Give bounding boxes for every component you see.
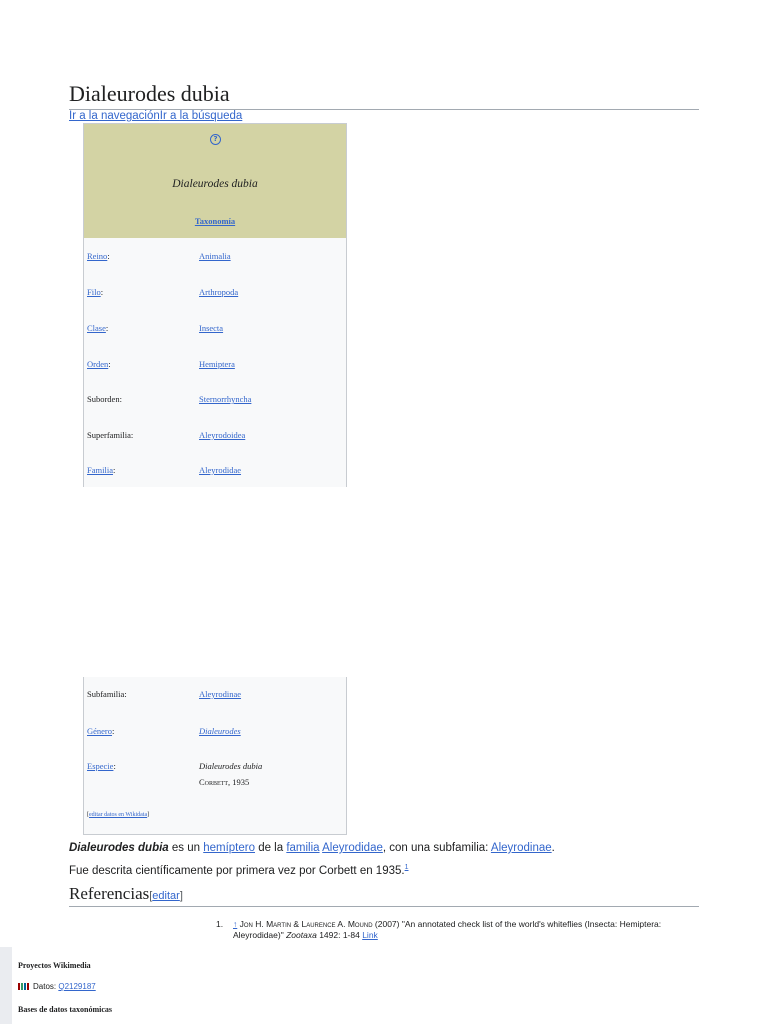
reference-1-link[interactable]: 1 bbox=[404, 864, 409, 871]
taxobox-authority bbox=[199, 777, 249, 787]
jump-to-navigation-link[interactable]: Ir a la navegación bbox=[69, 110, 160, 122]
aleyrodinae-link[interactable]: Aleyrodinae bbox=[490, 842, 552, 854]
hemiptero-link[interactable]: hemíptero bbox=[203, 842, 255, 854]
reference-link[interactable]: Link bbox=[362, 930, 378, 940]
taxobox-upper: ? Dialeurodes dubia Taxonomía Reino: Animalia Filo: Arthropoda Clase: Insecta Orden: Hemiptera Suborden: Sternorrhyncha Superfamilia: Aleyrodoidea Familia: Aleyrodidae bbox=[83, 123, 347, 487]
reference-authors: Jon H. Martin & Laurence A. Mound bbox=[239, 919, 373, 929]
taxon-aleyrodinae-link[interactable]: Aleyrodinae bbox=[199, 689, 242, 699]
authority-name: Corbett bbox=[199, 777, 229, 787]
intro-text: , con una subfamilia: bbox=[382, 842, 491, 854]
rank-subfamilia-label: Subfamilia bbox=[87, 689, 125, 699]
jump-links bbox=[69, 109, 242, 123]
references-heading bbox=[69, 884, 699, 907]
rank-especie-link[interactable]: Especie bbox=[87, 761, 114, 771]
taxobox-species-name: Dialeurodes dubia bbox=[172, 178, 258, 190]
intro-text: . bbox=[551, 842, 555, 854]
taxon-aleyrodoidea-link[interactable]: Aleyrodoidea bbox=[199, 430, 246, 440]
rank-reino-link[interactable]: Reino bbox=[87, 251, 108, 261]
rank-genero-link[interactable]: Género bbox=[87, 726, 113, 736]
rank-suborden-label: Suborden bbox=[87, 394, 120, 404]
description-text: Fue descrita científicamente por primera vez por Corbett en 1935. bbox=[69, 864, 405, 877]
authority-year: , 1935 bbox=[228, 777, 250, 787]
taxon-sternorrhyncha-link[interactable]: Sternorrhyncha bbox=[199, 394, 252, 404]
wikidata-line bbox=[18, 982, 96, 991]
taxon-animalia-link[interactable]: Animalia bbox=[199, 251, 231, 261]
lower-sidebar-strip bbox=[0, 947, 12, 1024]
rank-familia-link[interactable]: Familia bbox=[87, 465, 113, 475]
taxobox-lower: Subfamilia: Aleyrodinae Género: Dialeurodes Especie: Dialeurodes dubia Corbett, 1935 [editar datos en Wikidata] bbox=[83, 677, 347, 835]
projects-heading: Proyectos Wikimedia bbox=[18, 961, 91, 970]
edit-wikidata-link[interactable]: editar datos en Wikidata bbox=[89, 812, 148, 818]
edit-section: [editar] bbox=[149, 890, 183, 902]
taxon-hemiptera-link[interactable]: Hemiptera bbox=[199, 359, 235, 369]
intro-paragraph-2 bbox=[69, 861, 409, 878]
taxonomic-databases-heading: Bases de datos taxonómicas bbox=[18, 1005, 113, 1014]
taxobox-header bbox=[84, 124, 346, 238]
data-label: Datos: bbox=[33, 982, 59, 991]
help-icon[interactable]: ? bbox=[210, 134, 221, 145]
taxon-dialeurodes-link[interactable]: Dialeurodes bbox=[199, 726, 241, 736]
page-title: Dialeurodes dubia bbox=[69, 80, 699, 110]
wikidata-icon bbox=[18, 983, 30, 990]
reference-text: (2007) "An annotated check list of the world's whiteflies (Insecta: Hemiptera: Aleyrodidae)" bbox=[233, 919, 662, 940]
taxon-aleyrodidae-link[interactable]: Aleyrodidae bbox=[199, 465, 242, 475]
edit-wikidata: [editar datos en Wikidata] bbox=[87, 812, 150, 818]
reference-journal: Zootaxa bbox=[286, 930, 317, 940]
reference-pages: 1492: 1-84 bbox=[316, 930, 363, 940]
reference-number: 1. bbox=[216, 919, 224, 929]
references-title: Referencias bbox=[69, 884, 150, 903]
intro-species-name: Dialeurodes dubia bbox=[69, 842, 169, 854]
wikidata-id-link[interactable]: Q2129187 bbox=[58, 982, 96, 991]
rank-superfamilia-label: Superfamilia bbox=[87, 430, 131, 440]
taxon-insecta-link[interactable]: Insecta bbox=[199, 323, 224, 333]
intro-text: de la bbox=[255, 842, 287, 854]
intro-text: es un bbox=[168, 842, 204, 854]
rank-filo-link[interactable]: Filo bbox=[87, 287, 101, 297]
edit-section-link[interactable]: editar bbox=[152, 890, 180, 902]
rank-orden-link[interactable]: Orden bbox=[87, 359, 109, 369]
aleyrodidae-link[interactable]: Aleyrodidae bbox=[322, 842, 383, 854]
jump-to-search-link[interactable]: Ir a la búsqueda bbox=[159, 110, 243, 122]
taxon-arthropoda-link[interactable]: Arthropoda bbox=[199, 287, 239, 297]
rank-clase-link[interactable]: Clase bbox=[87, 323, 106, 333]
familia-link[interactable]: familia bbox=[286, 842, 320, 854]
backlink-arrow[interactable]: ↑ bbox=[233, 919, 238, 929]
taxon-species-name: Dialeurodes dubia bbox=[199, 761, 263, 771]
intro-paragraph-1 bbox=[69, 841, 555, 855]
taxonomy-link[interactable]: Taxonomía bbox=[194, 216, 236, 226]
